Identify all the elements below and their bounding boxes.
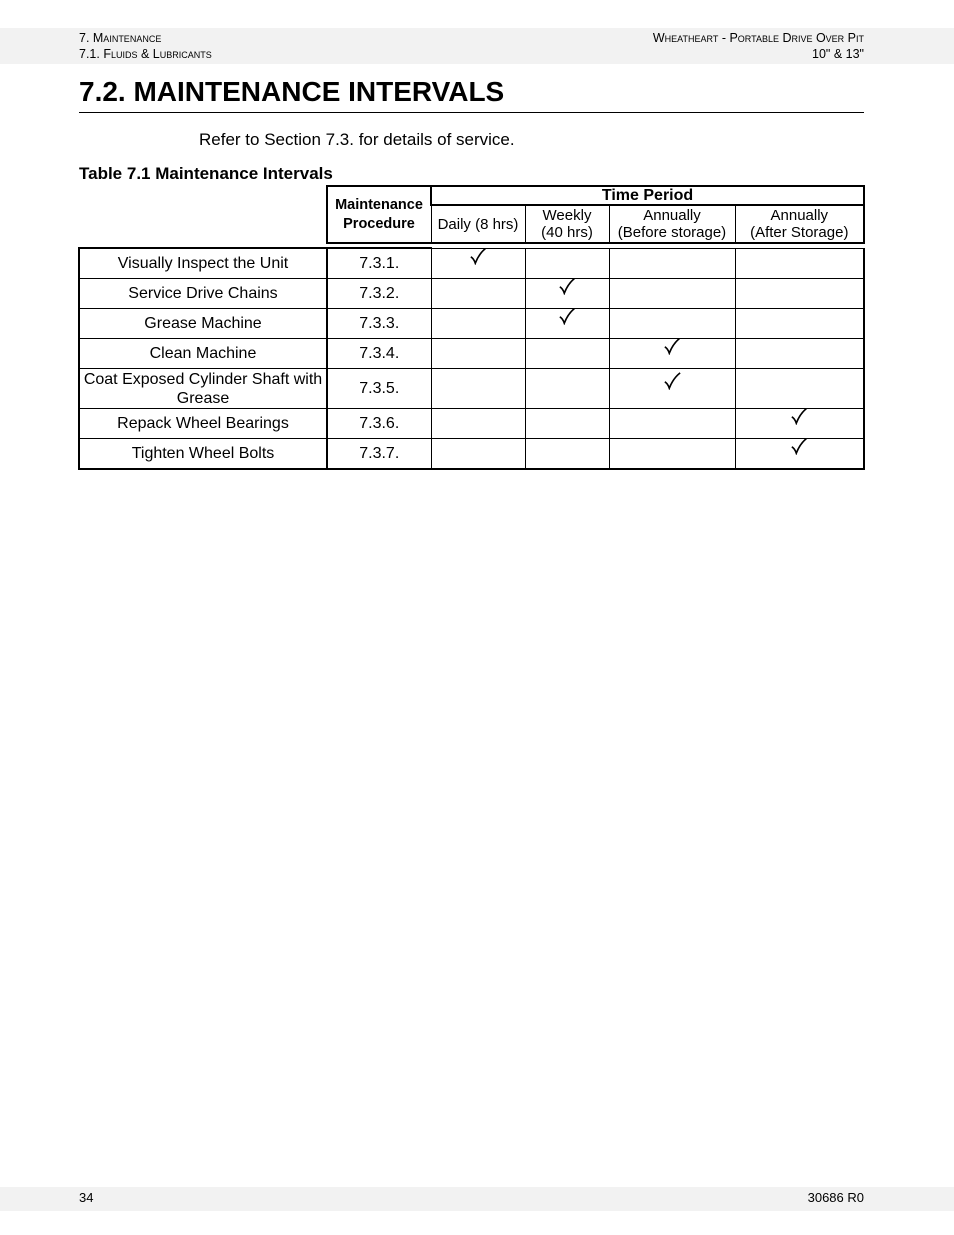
check-mark-icon: [790, 439, 808, 456]
interval-cell: [525, 439, 609, 470]
table-caption: Table 7.1 Maintenance Intervals: [79, 164, 333, 183]
procedure-code: 7.3.5.: [327, 369, 431, 409]
intro-text: Refer to Section 7.3. for details of service.: [199, 130, 515, 149]
procedure-name: Service Drive Chains: [79, 279, 327, 309]
check-mark-icon: [790, 409, 808, 426]
interval-cell: [525, 279, 609, 309]
interval-cell: [609, 248, 735, 279]
procedure-name: Repack Wheel Bearings: [79, 409, 327, 439]
interval-cell: [431, 409, 525, 439]
check-mark-icon: [469, 248, 487, 265]
interval-cell: [525, 248, 609, 279]
header-left: [79, 30, 212, 62]
table-row: [79, 409, 864, 439]
procedure-name: Coat Exposed Cylinder Shaft with Grease: [79, 369, 327, 409]
table-row: [79, 369, 864, 409]
time-period-header: Time Period: [431, 186, 864, 205]
header-section: 7.1. Fluids & Lubricants: [79, 47, 212, 61]
check-mark-icon: [663, 339, 681, 356]
table-row: [79, 248, 864, 279]
procedure-code: 7.3.3.: [327, 309, 431, 339]
procedure-name: Clean Machine: [79, 339, 327, 369]
interval-cell: [431, 248, 525, 279]
interval-cell: [735, 409, 864, 439]
interval-cell: [431, 439, 525, 470]
page-number: 34: [79, 1190, 94, 1205]
section-title: 7.2. MAINTENANCE INTERVALS: [79, 74, 864, 113]
procedure-code: 7.3.2.: [327, 279, 431, 309]
interval-cell: [735, 248, 864, 279]
procedure-code: 7.3.7.: [327, 439, 431, 470]
interval-cell: [525, 309, 609, 339]
procedure-code: 7.3.4.: [327, 339, 431, 369]
interval-cell: [735, 439, 864, 470]
header-chapter: 7. Maintenance: [79, 31, 162, 45]
table-corner-blank: [79, 186, 327, 243]
period-header-2: Annually (Before storage): [609, 205, 735, 243]
procedure-name: Grease Machine: [79, 309, 327, 339]
check-mark-icon: [558, 309, 576, 326]
procedure-name: Tighten Wheel Bolts: [79, 439, 327, 470]
table-row: [79, 339, 864, 369]
period-header-1: Weekly (40 hrs): [525, 205, 609, 243]
procedure-name: Visually Inspect the Unit: [79, 248, 327, 279]
interval-cell: [735, 369, 864, 409]
header-right: [653, 30, 864, 62]
table-row: [79, 279, 864, 309]
procedure-code: 7.3.1.: [327, 248, 431, 279]
header-model: 10" & 13": [812, 47, 864, 61]
document-id: 30686 R0: [807, 1190, 864, 1205]
procedure-code: 7.3.6.: [327, 409, 431, 439]
header-product: Wheatheart - Portable Drive Over Pit: [652, 31, 864, 45]
interval-cell: [735, 309, 864, 339]
procedure-header: Maintenance Procedure: [327, 186, 431, 243]
interval-cell: [735, 279, 864, 309]
interval-cell: [525, 339, 609, 369]
interval-cell: [609, 409, 735, 439]
interval-cell: [431, 369, 525, 409]
table-row: [79, 309, 864, 339]
interval-cell: [525, 369, 609, 409]
interval-cell: [431, 309, 525, 339]
check-mark-icon: [558, 279, 576, 296]
table-row: [79, 439, 864, 470]
period-header-3: Annually (After Storage): [735, 205, 864, 243]
interval-cell: [431, 279, 525, 309]
interval-cell: [525, 409, 609, 439]
maintenance-intervals-table: [78, 185, 865, 470]
interval-cell: [735, 339, 864, 369]
interval-cell: [609, 279, 735, 309]
check-mark-icon: [663, 372, 681, 390]
interval-cell: [609, 439, 735, 470]
interval-cell: [609, 309, 735, 339]
interval-cell: [609, 339, 735, 369]
period-header-0: Daily (8 hrs): [431, 205, 525, 243]
interval-cell: [431, 339, 525, 369]
interval-cell: [609, 369, 735, 409]
